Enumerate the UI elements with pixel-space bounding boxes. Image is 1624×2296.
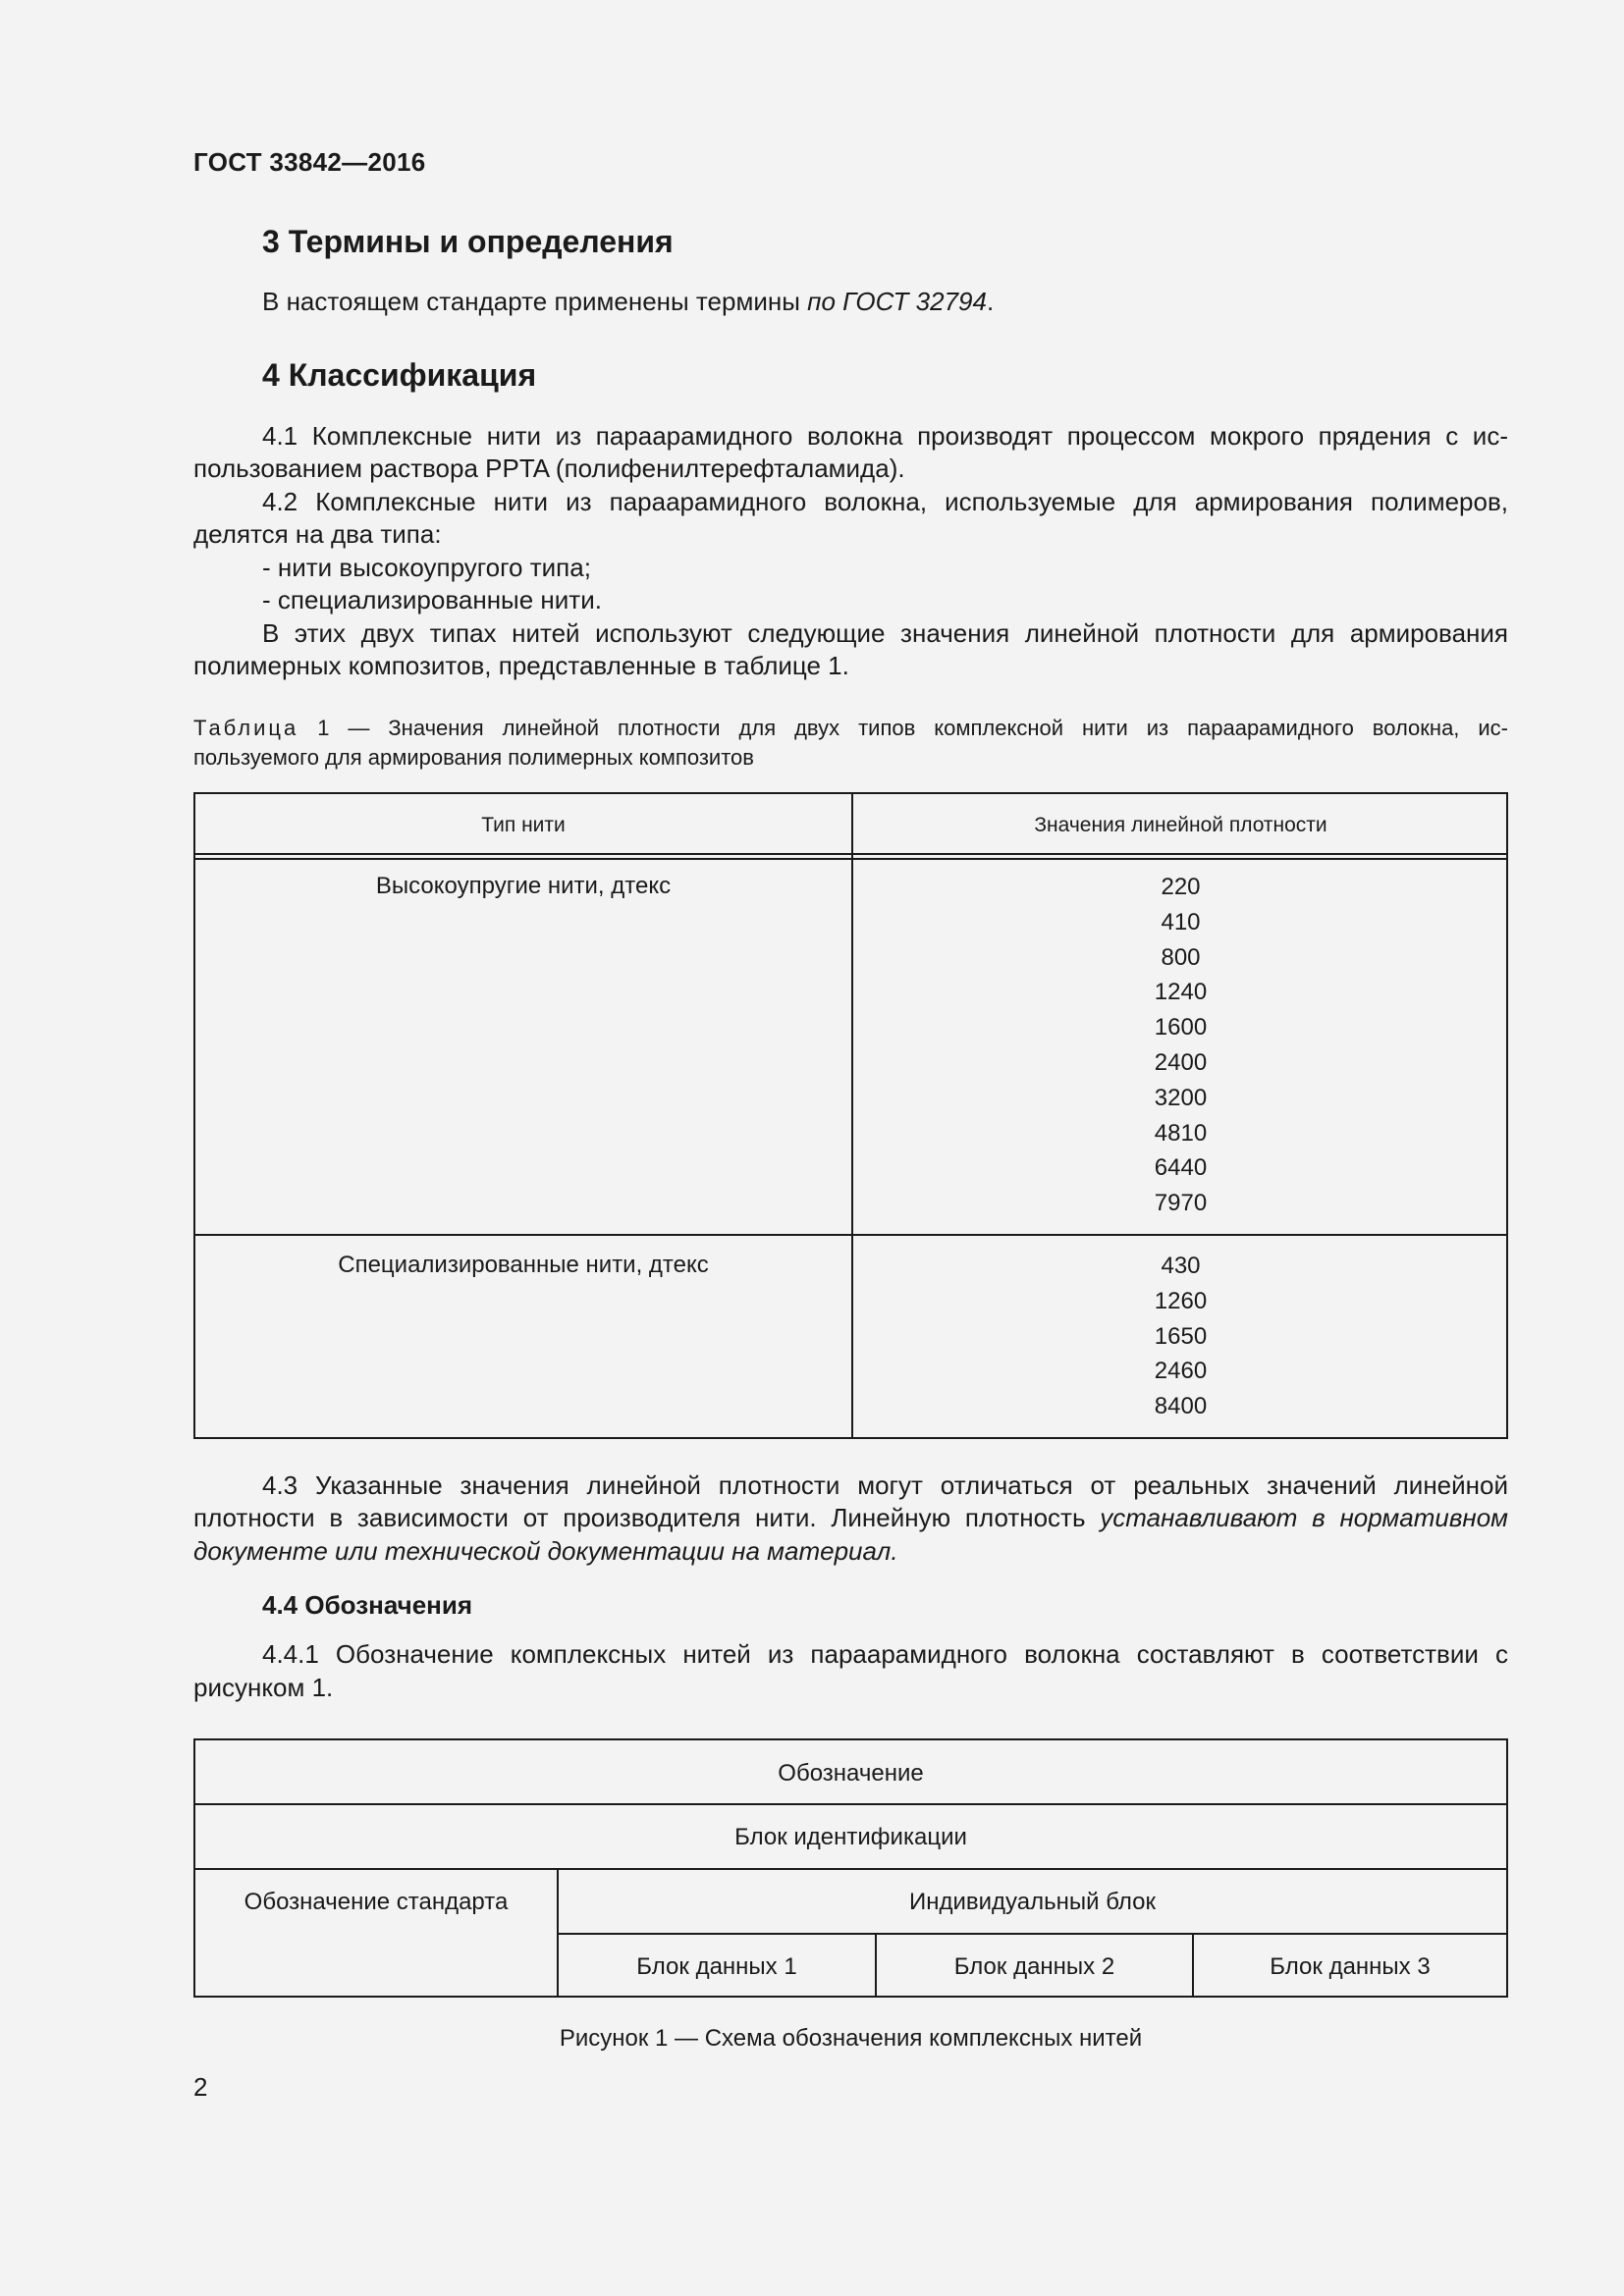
section-3-text — [262, 286, 994, 319]
section-3-text-plain: В настоящем стандарте применены термины — [262, 287, 808, 316]
section-4-title: 4 Классификация — [262, 357, 537, 393]
section-3-title: 3 Термины и определения — [262, 224, 674, 259]
section-4-4-title: 4.4 Обозначения — [262, 1590, 473, 1620]
table-1-header-divider-double — [195, 858, 1506, 860]
figure-label-standard: Обозначение стандарта — [244, 1889, 509, 1915]
paragraph-4-4-1-line-2: рисунком 1. — [193, 1673, 334, 1702]
paragraph-4-2b-line-2: полимерных композитов, представленные в таблице 1. — [193, 651, 849, 680]
table-row-2-values — [853, 1249, 1508, 1424]
table-value: 1260 — [1154, 1287, 1208, 1314]
table-value: 220 — [1161, 874, 1201, 900]
paragraph-4-1-line-2: пользованием раствора PPTA (полифенилтерефталамида). — [193, 454, 905, 483]
table-1-caption-line-2: пользуемого для армирования полимерных композитов — [193, 745, 754, 770]
figure-label-designation: Обозначение — [778, 1760, 924, 1787]
table-value: 1600 — [1154, 1014, 1208, 1041]
paragraph-4-1-line-1: 4.1 Комплексные нити из параарамидного волокна производят процессом мокрого прядения с ис- — [262, 421, 1508, 451]
section-3-text-reference: по ГОСТ 32794 — [807, 287, 987, 316]
paragraph-4-2-line-1: 4.2 Комплексные нити из параарамидного волокна, используемые для армирования полимеров, — [262, 487, 1508, 516]
list-item-1: - нити высокоупругого типа; — [262, 553, 591, 582]
page-number: 2 — [193, 2072, 208, 2102]
figure-divider — [195, 1803, 1506, 1805]
table-value: 410 — [1161, 908, 1201, 935]
paragraph-4-3-line-2 — [193, 1502, 1508, 1535]
paragraph-4-3-plain: плотности в зависимости от производителя нити. Линейную плотность — [193, 1503, 1101, 1532]
paragraph-4-3-italic: устанавливают в нормативном — [1100, 1503, 1508, 1532]
figure-label-identification-block: Блок идентификации — [734, 1824, 967, 1850]
figure-label-data-block-1: Блок данных 1 — [636, 1953, 797, 1980]
table-1-header-values: Значения линейной плотности — [1034, 814, 1327, 836]
paragraph-4-2b-line-1: В этих двух типах нитей используют следующие значения линейной плотности для армирования — [262, 618, 1508, 648]
paragraph-4-3-line-3 — [193, 1535, 898, 1569]
paragraph-4-2-line-2: делятся на два типа: — [193, 519, 442, 549]
table-1 — [193, 792, 1508, 1439]
table-value: 7970 — [1154, 1190, 1208, 1217]
figure-1-caption: Рисунок 1 — Схема обозначения комплексных нитей — [559, 2025, 1143, 2052]
table-1-caption-label: Таблица — [193, 716, 299, 740]
table-row-1-type: Высокоупругие нити, дтекс — [375, 873, 672, 899]
table-1-caption-text: 1 — Значения линейной плотности для двух типов комплексной нити из параарамидного волокна, ис- — [298, 716, 1508, 740]
table-1-header-divider — [195, 853, 1506, 855]
section-3-text-end: . — [986, 287, 995, 316]
table-row-1-values — [853, 870, 1508, 1221]
table-value: 1650 — [1154, 1322, 1208, 1350]
figure-1-scheme — [193, 1738, 1508, 1998]
table-1-header-type: Тип нити — [481, 814, 566, 836]
figure-divider — [195, 1868, 1506, 1870]
paragraph-4-3-line-1: 4.3 Указанные значения линейной плотности могут отличаться от реальных значений линейной — [262, 1470, 1508, 1500]
list-item-2: - специализированные нити. — [262, 585, 602, 614]
table-value: 4810 — [1154, 1119, 1208, 1147]
figure-label-individual-block: Индивидуальный блок — [908, 1889, 1157, 1915]
table-value: 800 — [1161, 943, 1201, 971]
table-value: 430 — [1161, 1253, 1201, 1279]
paragraph-4-4-1-line-1: 4.4.1 Обозначение комплексных нитей из параарамидного волокна составляют в соответствии с — [262, 1639, 1508, 1669]
figure-label-data-block-3: Блок данных 3 — [1270, 1953, 1431, 1980]
table-value: 3200 — [1154, 1084, 1208, 1111]
document-header: ГОСТ 33842—2016 — [193, 147, 426, 177]
figure-label-data-block-2: Блок данных 2 — [953, 1953, 1115, 1980]
table-value: 1240 — [1154, 979, 1208, 1006]
table-value: 2400 — [1154, 1048, 1208, 1076]
paragraph-4-3-italic-end: документе или технической документации на материал. — [193, 1536, 898, 1566]
table-1-row-divider — [195, 1234, 1506, 1236]
table-row-2-type: Специализированные нити, дтекс — [338, 1252, 709, 1278]
table-value: 2460 — [1154, 1358, 1208, 1385]
table-value: 8400 — [1154, 1393, 1208, 1420]
table-value: 6440 — [1154, 1154, 1208, 1182]
figure-divider — [559, 1933, 1506, 1935]
table-1-caption-line-1 — [193, 714, 1508, 743]
